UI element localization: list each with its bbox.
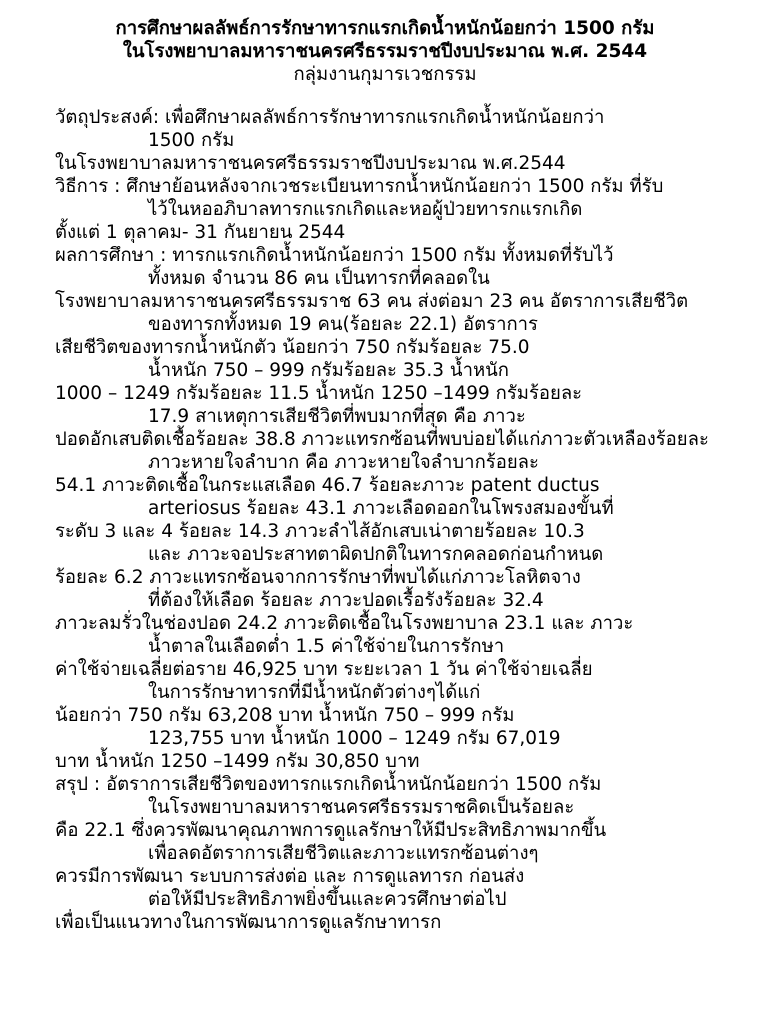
body-line: และ ภาวะจอประสาทตาผิดปกติในทารกคลอดก่อนกำหนด <box>148 544 604 565</box>
body-line: ภาวะลมรั่วในช่องปอด 24.2 ภาวะติดเชื้อในโรงพยาบาล 23.1 และ ภาวะ <box>55 613 634 634</box>
body-line: วัตถุประสงค์: เพื่อศึกษาผลลัพธ์การรักษาทารกแรกเกิดน้ำหนักน้อยกว่า <box>55 107 605 128</box>
body-line: ไว้ในหออภิบาลทารกแรกเกิดและหอผู้ป่วยทารกแรกเกิด <box>148 199 583 220</box>
body-line: 1500 กรัม <box>148 130 235 151</box>
body-line: บาท น้ำหนัก 1250 –1499 กรัม 30,850 บาท <box>55 751 420 772</box>
title-line-2: ในโรงพยาบาลมหาราชนครศรีธรรมราชปีงบประมาณ พ.ศ. 2544 <box>122 41 648 62</box>
body-line: ระดับ 3 และ 4 ร้อยละ 14.3 ภาวะลำไส้อักเสบเน่าตายร้อยละ 10.3 <box>55 521 585 542</box>
body-line: น้อยกว่า 750 กรัม 63,208 บาท น้ำหนัก 750 – 999 กรัม <box>55 705 515 726</box>
body-line: ภาวะหายใจลำบาก คือ ภาวะหายใจลำบากร้อยละ <box>148 452 539 473</box>
body-line: น้ำหนัก 750 – 999 กรัมร้อยละ 35.3 น้ำหนัก <box>148 360 509 381</box>
body-line: ร้อยละ 6.2 ภาวะแทรกซ้อนจากการรักษาที่พบได้แก่ภาวะโลหิตจาง <box>55 567 581 588</box>
body-line: เพื่อเป็นแนวทางในการพัฒนาการดูแลรักษาทารก <box>55 912 442 933</box>
body-line: ควรมีการพัฒนา ระบบการส่งต่อ และ การดูแลทารก ก่อนส่ง <box>55 866 525 887</box>
body-line: ตั้งแต่ 1 ตุลาคม- 31 กันยายน 2544 <box>55 222 346 243</box>
body-line: เพื่อลดอัตราการเสียชีวิตและภาวะแทรกซ้อนต่างๆ <box>148 843 539 864</box>
body-line: ในการรักษาทารกที่มีน้ำหนักตัวต่างๆได้แก่ <box>148 682 481 703</box>
body-line: ในโรงพยาบาลมหาราชนครศรีธรรมราชคิดเป็นร้อยละ <box>148 797 575 818</box>
body-line: arteriosus ร้อยละ 43.1 ภาวะเลือดออกในโพรงสมองขั้นที่ <box>148 498 614 519</box>
body-line: 17.9 สาเหตุการเสียชีวิตที่พบมากที่สุด คือ ภาวะ <box>148 406 526 427</box>
body-line: เสียชีวิตของทารกน้ำหนักตัว น้อยกว่า 750 กรัมร้อยละ 75.0 <box>55 337 530 358</box>
title-line-1: การศึกษาผลลัพธ์การรักษาทารกแรกเกิดน้ำหนักน้อยกว่า 1500 กรัม <box>115 18 655 39</box>
body-line: 54.1 ภาวะติดเชื้อในกระแสเลือด 46.7 ร้อยละภาวะ patent ductus <box>55 475 600 496</box>
body-line: ค่าใช้จ่ายเฉลี่ยต่อราย 46,925 บาท ระยะเวลา 1 วัน ค่าใช้จ่ายเฉลี่ย <box>55 659 593 680</box>
body-line: ของทารกทั้งหมด 19 คน(ร้อยละ 22.1) อัตราการ <box>148 314 538 335</box>
body-line: คือ 22.1 ซึ่งควรพัฒนาคุณภาพการดูแลรักษาให้มีประสิทธิภาพมากขึ้น <box>55 820 607 841</box>
body-line: สรุป : อัตราการเสียชีวิตของทารกแรกเกิดน้ำหนักน้อยกว่า 1500 กรัม <box>55 774 602 795</box>
body-line: น้ำตาลในเลือดต่ำ 1.5 ค่าใช้จ่ายในการรักษา <box>148 636 505 657</box>
body-line: 123,755 บาท น้ำหนัก 1000 – 1249 กรัม 67,019 <box>148 728 561 749</box>
body-line: โรงพยาบาลมหาราชนครศรีธรรมราช 63 คน ส่งต่อมา 23 คน อัตราการเสียชีวิต <box>55 291 689 312</box>
body-line: ทั้งหมด จำนวน 86 คน เป็นทารกที่คลอดใน <box>148 268 490 289</box>
body-line: วิธีการ : ศึกษาย้อนหลังจากเวชระเบียนทารกน้ำหนักน้อยกว่า 1500 กรัม ที่รับ <box>55 176 664 197</box>
title-line-3: กลุ่มงานกุมารเวชกรรม <box>293 64 477 85</box>
body-line: 1000 – 1249 กรัมร้อยละ 11.5 น้ำหนัก 1250 –1499 กรัมร้อยละ <box>55 383 583 404</box>
body-line: ต่อให้มีประสิทธิภาพยิ่งขึ้นและควรศึกษาต่อไป <box>148 889 507 910</box>
body-line: ปอดอักเสบติดเชื้อร้อยละ 38.8 ภาวะแทรกซ้อนที่พบบ่อยได้แก่ภาวะตัวเหลืองร้อยละ <box>55 429 709 450</box>
body-line: ในโรงพยาบาลมหาราชนครศรีธรรมราชปีงบประมาณ พ.ศ.2544 <box>55 153 566 174</box>
body-line: ผลการศึกษา : ทารกแรกเกิดน้ำหนักน้อยกว่า 1500 กรัม ทั้งหมดที่รับไว้ <box>55 245 614 266</box>
body-line: ที่ต้องให้เลือด ร้อยละ ภาวะปอดเรื้อรังร้อยละ 32.4 <box>148 590 544 611</box>
